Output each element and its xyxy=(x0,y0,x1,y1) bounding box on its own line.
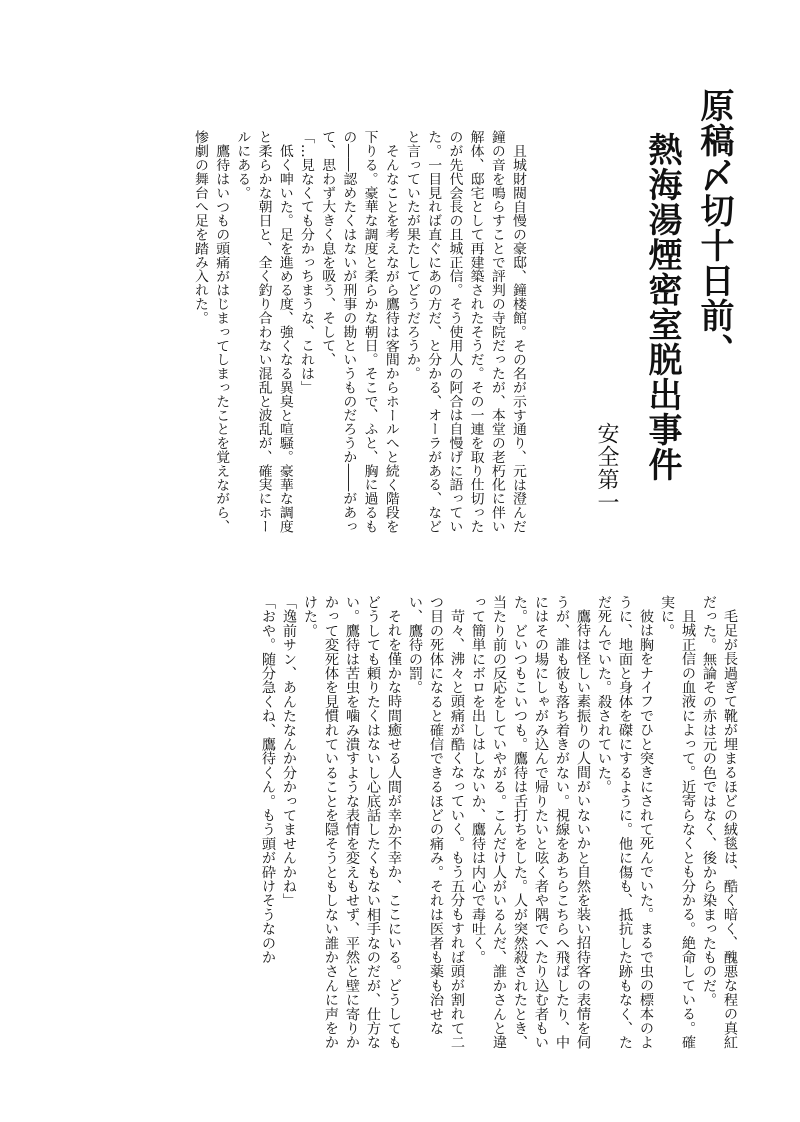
paragraph: そんなことを考えながら鷹待は客間からホールへと続く階段を下りる。豪華な調度と柔らかな朝日。そこで、ふと、胸に過るもの――認めたくはないが刑事の勘というものだろうか――があって、思わず大きく息を吸う、そして、 xyxy=(319,130,399,534)
paragraph: 鷹待はいつもの頭痛がはじまってしまったことを覚えながら、惨劇の舞台へ足を踏み入れた。 xyxy=(191,130,230,534)
paragraph: 且城財閥自慢の豪邸、鐘楼館。その名が示す通り、元は澄んだ鐘の音を鳴らすことで評判の寺院だったが、本堂の老朽化に伴い解体、邸宅として再建築されたそうだ。その一連を取り仕切ったのが先代会長の且城正信。そう使用人の阿合は自慢げに語っていた。一目見れば直ぐにあの方だ、と分かる、オーラがある、などと言っていたが果たしてどうだろうか。 xyxy=(403,130,526,534)
paragraph: 低く呻いた。足を進める度、強くなる異臭と喧騒。豪華な調度と柔らかな朝日と、全く釣り合わない混乱と波乱が、確実にホールにある。 xyxy=(234,130,293,534)
title-line-1: 原稿〆切十日前、 xyxy=(694,88,734,368)
paragraph: 且城正信の血液によって。近寄らなくとも分かる。絶命している。確実に。 xyxy=(659,595,696,1050)
title-line-2: 熱海湯煙密室脱出事件 xyxy=(642,132,682,482)
paragraph: それを僅かな時間癒せる人間が幸か不幸か、ここにいる。どうしてもどうしても頼りたくはないし心底話したくもない相手なのだが、仕方ない。鷹待は苦虫を噛み潰すような表情を変えもせず、平然と壁に寄りかかって変死体を見慣れていることを隠そうともしない誰かさんに声をかけた。 xyxy=(302,595,402,1050)
paragraph: 毛足が長過ぎて靴が埋まるほどの絨毯は、酷く暗く、醜悪な程の真紅だった。無論その赤は元の色ではなく、後から染まったものだ。 xyxy=(701,595,738,1050)
author-name: 安全第一 xyxy=(594,422,619,514)
paragraph: 彼は胸をナイフでひと突きにされて死んでいた。まるで虫の標本のように、地面と身体を磔にするように。他に傷も、抵抗した跡もなく、ただ死んでいた。殺されていた。 xyxy=(596,595,654,1050)
paragraph: 鷹待は怪しい素振りの人間がいないかと自然を装い招待客の表情を伺うが、誰も彼も落ち着きがない。視線をあちらこちらへ飛ばしたり、中にはその場にしゃがみ込んで帰りたいと呟く者や隅でへたり込む者もいた。どいつもこいつも。鷹待は舌打ちをした。人が突然殺されたとき、当たり前の反応をしていやがる。こんだけ人がいるんだ、誰かさんと違って簡単にボロを出しはしないか、鷹待は内心で毒吐く。 xyxy=(470,595,591,1050)
dialogue-line: 「おや。随分急くね、鷹待くん。もう頭が砕けそうなのか xyxy=(260,595,276,965)
dialogue-line: 「…見なくても分かっちまうな、これは」 xyxy=(297,130,314,395)
dialogue-line: 「逸前サン、あんたなんか分かってませんかね」 xyxy=(281,595,297,908)
story-title xyxy=(636,88,740,528)
text-block-bottom xyxy=(60,595,740,1055)
text-block-top xyxy=(108,130,528,545)
paragraph: 苛々、沸々と頭痛が酷くなっていく。もう五分もすれば頭が割れて二つ目の死体になると確信できるほどの痛み。それは医者も薬も治せない、鷹待の罰。 xyxy=(407,595,465,1050)
